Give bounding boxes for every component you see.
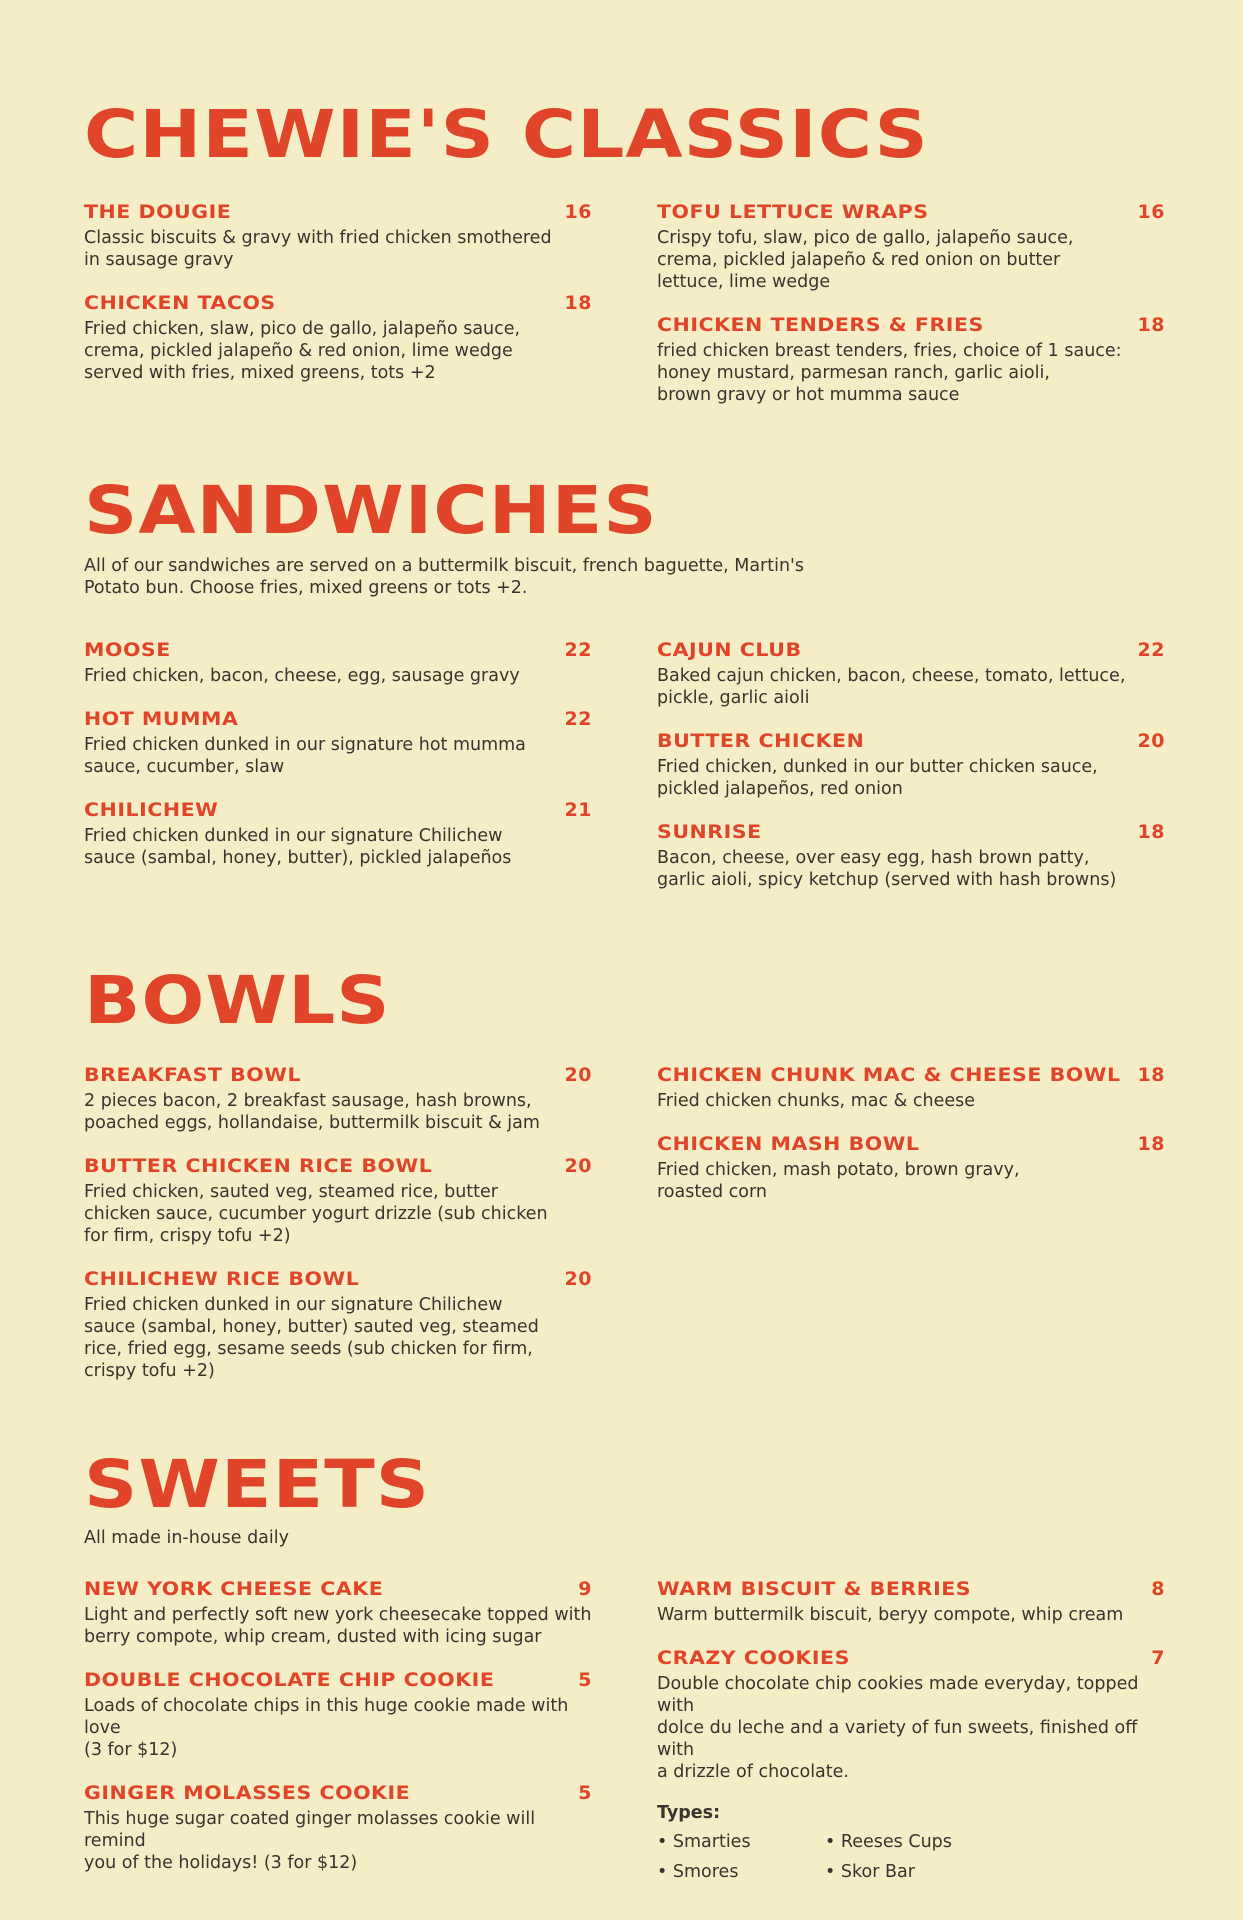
menu-item-header xyxy=(657,729,1165,753)
sandwiches-left-column xyxy=(84,638,592,889)
menu-item-name: CAJUN CLUB xyxy=(657,639,802,661)
menu-item-description: Crispy tofu, slaw, pico de gallo, jalapeño sauce, crema, pickled jalapeño & red onion on butter lettuce, lime wedge xyxy=(657,228,1074,292)
menu-item-description: Fried chicken, bacon, cheese, egg, sausage gravy xyxy=(84,666,520,686)
menu-item-description: This huge sugar coated ginger molasses cookie will remind you of the holidays! (3 for $12) xyxy=(84,1809,536,1873)
menu-item xyxy=(657,820,1165,891)
section-title-bowls: BOWLS xyxy=(84,962,391,1039)
menu-item xyxy=(84,638,592,687)
menu-item-name: BUTTER CHICKEN RICE BOWL xyxy=(84,1155,433,1177)
menu-item-description: fried chicken breast tenders, fries, choice of 1 sauce: honey mustard, parmesan ranch, garlic aioli, brown gravy or hot mumma sauce xyxy=(657,341,1122,405)
menu-item-header xyxy=(84,1267,592,1291)
menu-item-description: Classic biscuits & gravy with fried chicken smothered in sausage gravy xyxy=(84,228,552,270)
menu-item-price: 20 xyxy=(564,1268,592,1290)
menu-item-price: 18 xyxy=(1137,1133,1165,1155)
menu-item-name: CHICKEN MASH BOWL xyxy=(657,1133,920,1155)
menu-item-price: 18 xyxy=(1137,1064,1165,1086)
menu-item-header xyxy=(657,313,1165,337)
menu-item-description: Fried chicken chunks, mac & cheese xyxy=(657,1091,975,1111)
menu-item-header xyxy=(84,1668,592,1692)
menu-item-description: Warm buttermilk biscuit, beryy compote, whip cream xyxy=(657,1605,1124,1625)
menu-item xyxy=(84,1154,592,1247)
menu-item-price: 16 xyxy=(564,201,592,223)
menu-item-price: 21 xyxy=(564,799,592,821)
menu-item xyxy=(84,1668,592,1761)
menu-item-header xyxy=(84,200,592,224)
menu-item-header xyxy=(84,1781,592,1805)
menu-item-description: Fried chicken dunked in our signature Chilichew sauce (sambal, honey, butter) sauted veg, steamed rice, fried egg, sesame seeds (sub chicken for firm, crispy tofu +2) xyxy=(84,1295,539,1381)
menu-item-name: SUNRISE xyxy=(657,821,762,843)
menu-item-price: 20 xyxy=(564,1155,592,1177)
menu-item-name: MOOSE xyxy=(84,639,171,661)
menu-item-price: 18 xyxy=(1137,314,1165,336)
cookie-types-label: Types: xyxy=(657,1803,721,1823)
menu-item-description: Fried chicken, slaw, pico de gallo, jalapeño sauce, crema, pickled jalapeño & red onion, lime wedge served with fries, mixed greens, tots +2 xyxy=(84,319,521,383)
menu-item xyxy=(657,638,1165,709)
classics-right-column xyxy=(657,200,1165,426)
menu-item-name: BREAKFAST BOWL xyxy=(84,1064,302,1086)
menu-item-description: Bacon, cheese, over easy egg, hash brown patty, garlic aioli, spicy ketchup (served with hash browns) xyxy=(657,848,1117,890)
menu-item-price: 20 xyxy=(1137,730,1165,752)
menu-item xyxy=(657,729,1165,800)
menu-item xyxy=(84,1577,592,1648)
menu-item-header xyxy=(84,638,592,662)
menu-item-name: CRAZY COOKIES xyxy=(657,1647,850,1669)
cookie-type-item: • Smarties xyxy=(657,1832,751,1852)
menu-item xyxy=(657,1646,1165,1783)
menu-item-description: Fried chicken, mash potato, brown gravy, roasted corn xyxy=(657,1160,1020,1202)
cookie-type-item: • Smores xyxy=(657,1862,739,1882)
section-title-sandwiches: SANDWICHES xyxy=(84,472,658,549)
bowls-right-column xyxy=(657,1063,1165,1223)
menu-item-header xyxy=(84,1577,592,1601)
menu-item-description: Light and perfectly soft new york cheesecake topped with berry compote, whip cream, dusted with icing sugar xyxy=(84,1605,592,1647)
menu-item xyxy=(84,200,592,271)
menu-item-description: Fried chicken dunked in our signature hot mumma sauce, cucumber, slaw xyxy=(84,735,526,777)
sweets-right-items xyxy=(657,1577,1165,1783)
menu-item-name: BUTTER CHICKEN xyxy=(657,730,865,752)
menu-item-price: 18 xyxy=(564,292,592,314)
cookie-type-item: • Reeses Cups xyxy=(825,1832,952,1852)
menu-item-name: CHICKEN TENDERS & FRIES xyxy=(657,314,984,336)
sandwiches-intro: All of our sandwiches are served on a buttermilk biscuit, french baguette, Martin's Potato bun. Choose fries, mixed greens or tots +2. xyxy=(84,556,804,598)
menu-item-name: THE DOUGIE xyxy=(84,201,232,223)
sandwiches-right-column xyxy=(657,638,1165,911)
menu-item-header xyxy=(84,1063,592,1087)
menu-item xyxy=(657,1132,1165,1203)
sweets-left-column xyxy=(84,1577,592,1894)
menu-item-description: Fried chicken, sauted veg, steamed rice, butter chicken sauce, cucumber yogurt drizzle (sub chicken for firm, crispy tofu +2) xyxy=(84,1182,548,1246)
menu-item-description: Loads of chocolate chips in this huge cookie made with love (3 for $12) xyxy=(84,1696,569,1760)
menu-item-header xyxy=(657,1646,1165,1670)
menu-item xyxy=(657,200,1165,293)
menu-item-name: CHICKEN CHUNK MAC & CHEESE BOWL xyxy=(657,1064,1121,1086)
menu-item-header xyxy=(84,798,592,822)
menu-item-price: 5 xyxy=(578,1782,592,1804)
menu-item xyxy=(657,1063,1165,1112)
menu-item-price: 9 xyxy=(578,1578,592,1600)
menu-item-name: CHILICHEW RICE BOWL xyxy=(84,1268,360,1290)
menu-item-name: DOUBLE CHOCOLATE CHIP COOKIE xyxy=(84,1669,495,1691)
cookie-types-list xyxy=(657,1831,1165,1883)
classics-left-column xyxy=(84,200,592,404)
menu-item xyxy=(657,1577,1165,1626)
menu-item-price: 18 xyxy=(1137,821,1165,843)
menu-item-name: CHICKEN TACOS xyxy=(84,292,276,314)
menu-item-price: 8 xyxy=(1151,1578,1165,1600)
menu-item-price: 22 xyxy=(564,639,592,661)
menu-item-name: NEW YORK CHEESE CAKE xyxy=(84,1578,384,1600)
menu-item xyxy=(84,291,592,384)
menu-item-description: Double chocolate chip cookies made everyday, topped with dolce du leche and a variety of fun sweets, finished off with a drizzle of chocolate. xyxy=(657,1674,1139,1782)
menu-item xyxy=(84,1267,592,1382)
menu-item-price: 22 xyxy=(564,708,592,730)
menu-item-name: TOFU LETTUCE WRAPS xyxy=(657,201,929,223)
menu-item-price: 20 xyxy=(564,1064,592,1086)
menu-item-price: 7 xyxy=(1151,1647,1165,1669)
menu-item xyxy=(84,798,592,869)
menu-item-description: 2 pieces bacon, 2 breakfast sausage, hash browns, poached eggs, hollandaise, buttermilk biscuit & jam xyxy=(84,1091,540,1133)
menu-item-description: Fried chicken dunked in our signature Chilichew sauce (sambal, honey, butter), pickled jalapeños xyxy=(84,826,512,868)
bowls-left-column xyxy=(84,1063,592,1402)
sweets-right-column xyxy=(657,1577,1165,1883)
menu-item-name: CHILICHEW xyxy=(84,799,219,821)
menu-item xyxy=(84,1063,592,1134)
menu-item xyxy=(84,1781,592,1874)
menu-item-header xyxy=(84,707,592,731)
menu-item xyxy=(657,313,1165,406)
menu-item-header xyxy=(657,1577,1165,1601)
menu-item-header xyxy=(657,200,1165,224)
menu-item-header xyxy=(657,638,1165,662)
menu-item-description: Fried chicken, dunked in our butter chicken sauce, pickled jalapeños, red onion xyxy=(657,757,1098,799)
menu-item-header xyxy=(84,1154,592,1178)
menu-item xyxy=(84,707,592,778)
menu-item-header xyxy=(657,1063,1165,1087)
menu-item-price: 22 xyxy=(1137,639,1165,661)
menu-item-name: HOT MUMMA xyxy=(84,708,239,730)
menu-item-name: GINGER MOLASSES COOKIE xyxy=(84,1782,411,1804)
section-title-classics: CHEWIE'S CLASSICS xyxy=(84,96,929,173)
menu-item-description: Baked cajun chicken, bacon, cheese, tomato, lettuce, pickle, garlic aioli xyxy=(657,666,1126,708)
menu-item-header xyxy=(84,291,592,315)
menu-item-header xyxy=(657,820,1165,844)
menu-item-header xyxy=(657,1132,1165,1156)
menu-item-price: 16 xyxy=(1137,201,1165,223)
menu-item-name: WARM BISCUIT & BERRIES xyxy=(657,1578,972,1600)
section-title-sweets: SWEETS xyxy=(84,1446,431,1523)
cookie-type-item: • Skor Bar xyxy=(825,1862,915,1882)
sweets-intro: All made in-house daily xyxy=(84,1528,289,1548)
menu-item-price: 5 xyxy=(578,1669,592,1691)
